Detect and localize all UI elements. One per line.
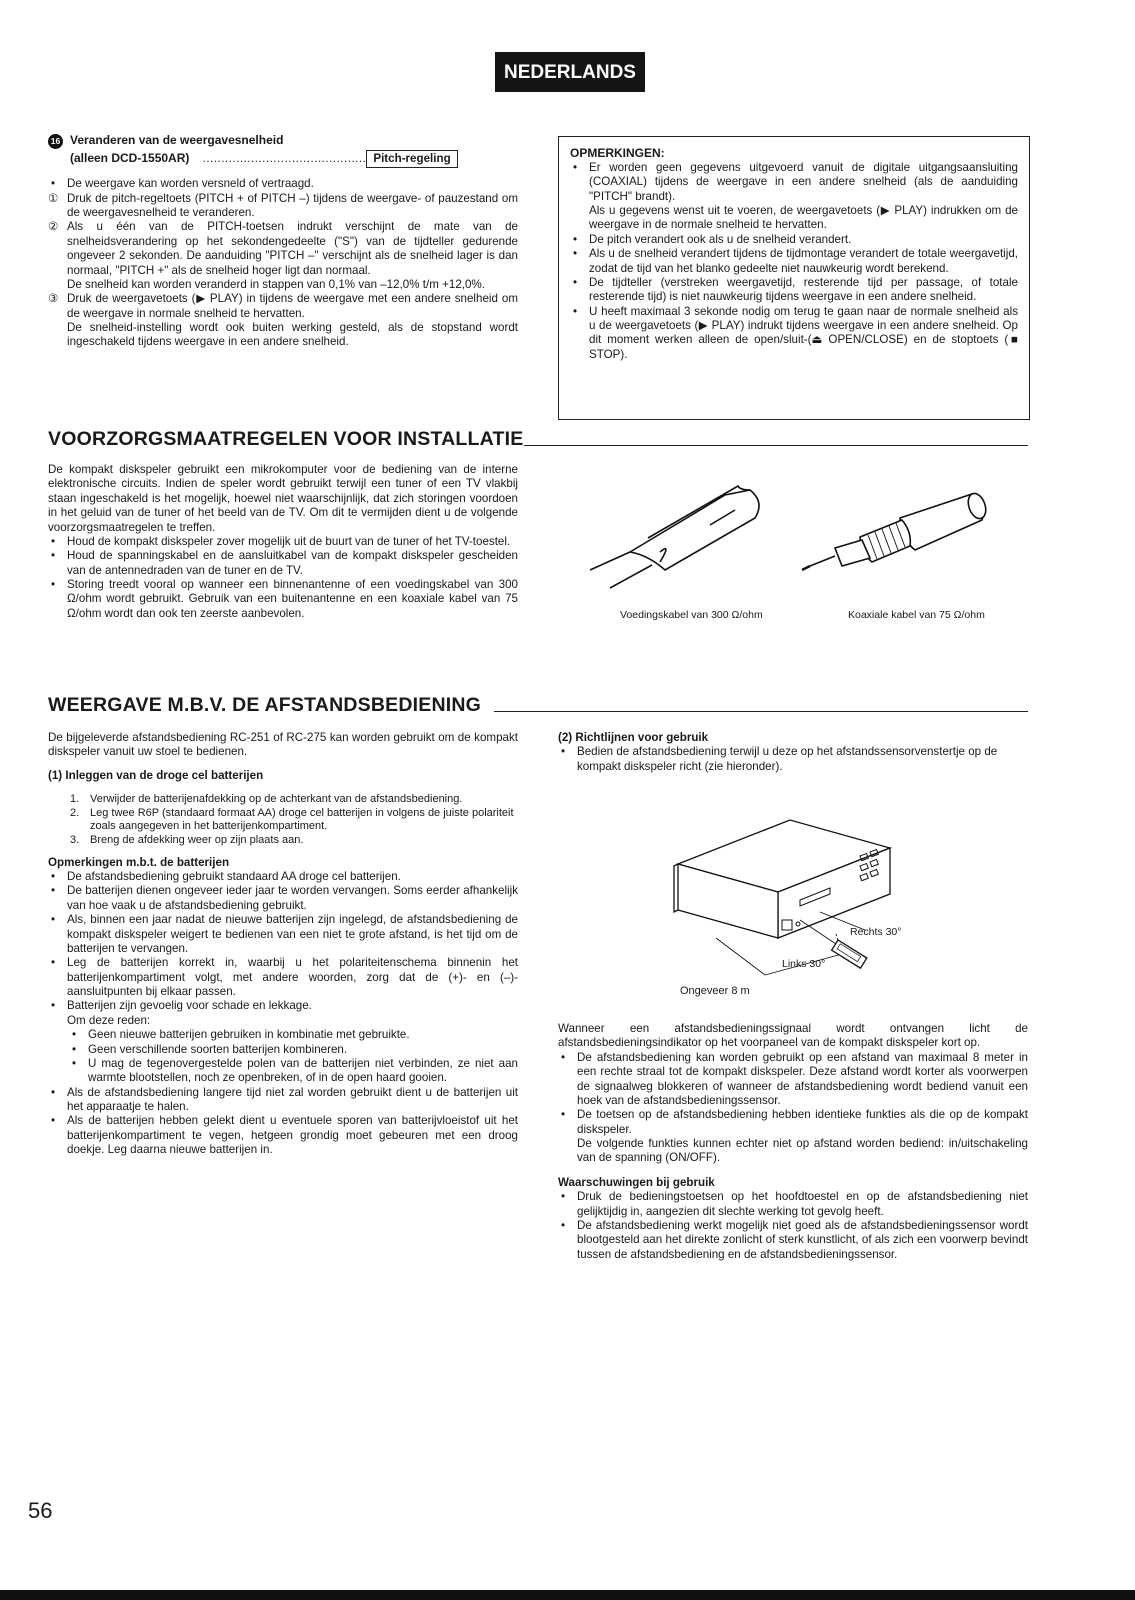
battery-note-7: • Als de batterijen hebben gelekt dient u eventuele sporen van batterijvloeistof uit het batterijenkompartiment te vegen, hetgeen grondig moet gebeuren met een droog doekje. Leg daarna nieuwe batterijen in. — [48, 1114, 518, 1157]
circled-1-icon: ① — [48, 191, 59, 205]
pitch-model: (alleen DCD-1550AR) — [70, 150, 190, 165]
usage-guideline-3: • De toetsen op de afstandsbediening hebben identieke funkties als die op de kompakt diskspeler. — [558, 1108, 1028, 1137]
pitch-step-1-text: Druk de pitch-regeltoets (PITCH + of PITCH –) tijdens de weergave- of pauzestand om de weergavesnelheid te veranderen. — [67, 191, 518, 219]
pitch-body — [48, 177, 518, 350]
note-2: • De pitch verandert ook als u de snelheid verandert. — [570, 233, 1018, 247]
pitch-title: Veranderen van de weergavesnelheid — [70, 133, 284, 147]
pitch-step-1 — [48, 192, 518, 221]
battery-subnote-1: • Geen nieuwe batterijen gebruiken in kombinatie met gebruikte. — [48, 1028, 518, 1042]
battery-note-1: • De afstandsbediening gebruikt standaard AA droge cel batterijen. — [48, 870, 518, 884]
battery-step-2-text: Leg twee R6P (standaard formaat AA) droge cel batterijen in volgens de juiste polariteit zoals aangegeven in het batterijenkompartiment. — [90, 806, 514, 833]
install-bullet-2: • Houd de spanningskabel en de aansluitkabel van de kompakt diskspeler gescheiden van de antennedraden van de tuner en de TV. — [48, 549, 518, 578]
usage-subheading: (2) Richtlijnen voor gebruik — [558, 731, 709, 744]
warnings-title: Waarschuwingen bij gebruik — [558, 1175, 715, 1189]
install-heading-rule — [524, 445, 1028, 446]
pitch-step-3 — [48, 292, 518, 321]
pitch-title-block — [48, 133, 518, 168]
remote-angle-diagram — [670, 808, 930, 1008]
circled-3-icon: ③ — [48, 292, 59, 306]
battery-step-3: 3. Breng de afdekking weer op zijn plaats aan. — [70, 834, 304, 846]
battery-note-5-reason: Om deze reden: — [67, 1013, 151, 1027]
note-3: • Als u de snelheid verandert tijdens de tijdmontage verandert de totale weergavetijd, zodat de tijd van het blanko gedeelte niet nauwkeurig wordt berekend. — [570, 247, 1018, 276]
battery-note-2: • De batterijen dienen ongeveer ieder jaar te worden vervangen. Soms eerder afhankelijk van hoe vaak u de afstandsbediening gebruikt. — [48, 884, 518, 913]
signal-received-text: Wanneer een afstandsbedieningssignaal wordt ontvangen licht de afstandsbedieningsindikator op het voorpaneel van de kompakt diskspeler kort op. — [558, 1022, 1028, 1050]
section-16-marker-icon: 16 — [48, 134, 63, 149]
leader-dots: ............................................ — [202, 151, 367, 165]
install-intro: De kompakt diskspeler gebruikt een mikrokomputer voor de bediening van de interne elektronische circuits. Indien de speler wordt gebruikt terwijl een tuner of een TV vlakbij staan ingeschakeld is het mogelijk, hoewel niet waarschijnlijk, dat zich storingen voordoen in het geluid van de tuner of het beeld van de TV. Om dit te vermijden dient u de volgende voorzorgsmaatregelen te treffen. — [48, 463, 518, 534]
battery-steps — [48, 793, 518, 848]
warning-2: • De afstandsbediening werkt mogelijk niet goed als de afstandsbedieningssensor wordt blootgesteld aan het direkte zonlicht of sterk kunstlicht, of als zich een voorwerp bevindt tussen de afstandsbediening en de afstandsbedieningssensor. — [558, 1219, 1028, 1262]
feeder-cable-caption: Voedingskabel van 300 Ω/ohm — [620, 609, 763, 621]
pitch-regeling-tag: Pitch-regeling — [366, 150, 457, 168]
usage-guideline-3-extra: De volgende funkties kunnen echter niet op afstand worden bediend: in/uitschakeling van de spanning (ON/OFF). — [577, 1137, 1028, 1165]
remote-left-column — [48, 731, 518, 1158]
pitch-step-2-extra: De snelheid kan worden veranderd in stappen van 0,1% van –12,0% t/m +12,0%. — [67, 277, 485, 291]
battery-step-3-text: Breng de afdekking weer op zijn plaats aan. — [90, 834, 304, 846]
battery-note-3: • Als, binnen een jaar nadat de nieuwe batterijen zijn ingelegd, de afstandsbediening de kompakt diskspeler weigert te bedienen van een niet te grote afstand, is het tijd om de batterijen te vervangen. — [48, 913, 518, 956]
pitch-step-2 — [48, 220, 518, 278]
diagram-distance-label: Ongeveer 8 m — [680, 985, 750, 997]
notes-title: OPMERKINGEN: — [570, 146, 665, 160]
remote-right-column-top — [558, 731, 1028, 774]
language-banner: NEDERLANDS — [495, 52, 645, 92]
pitch-step-3-extra: De snelheid-instelling wordt ook buiten werking gesteld, als de stopstand wordt ingeschakeld tijdens weergave in een andere snelheid. — [67, 321, 518, 349]
battery-subnote-2: • Geen verschillende soorten batterijen kombineren. — [48, 1043, 518, 1057]
install-bullet-1: • Houd de kompakt diskspeler zover mogelijk uit de buurt van de tuner of het TV-toestel. — [48, 535, 518, 549]
page-number: 56 — [28, 1498, 53, 1523]
note-1-extra: Als u gegevens wenst uit te voeren, de weergavetoets (▶ PLAY) indrukken om de weergave in de normale snelheid te hervatten. — [589, 204, 1018, 232]
diagram-right-30-label: Rechts 30° — [850, 926, 902, 938]
note-1: • Er worden geen gegevens uitgevoerd vanuit de digitale uitgangsaansluiting (COAXIAL) tijdens de weergave in een andere snelheid (als de aanduiding "PITCH" brandt). — [570, 161, 1018, 204]
install-body — [48, 463, 518, 621]
coax-cable-75-drawing — [802, 491, 989, 570]
remote-heading-rule — [494, 711, 1028, 712]
install-heading: VOORZORGSMAATREGELEN VOOR INSTALLATIE — [48, 428, 524, 450]
cable-illustration — [590, 480, 1010, 600]
pitch-step-2-text: Als u één van de PITCH-toetsen indrukt verschijnt de mate van de snelheidsverandering op het sekondengedeelte ("S") van de tijdteller gedurende ongeveer 2 sekonden. De aanduiding "PITCH –" verschijnt als de snelheid lager is dan normaal, "PITCH +" als de snelheid hoger ligt dan normaal. — [67, 220, 518, 277]
battery-notes-title: Opmerkingen m.b.t. de batterijen — [48, 855, 230, 869]
circled-2-icon: ② — [48, 220, 59, 234]
remote-control-icon — [832, 940, 867, 968]
pitch-subtitle-row — [70, 150, 518, 168]
battery-note-4: • Leg de batterijen korrekt in, waarbij u het polariteitenschema binnenin het batterijenkompartiment volgt, met andere woorden, zorg dat de (+)- en (–)-aansluitpunten bij elkaar passen. — [48, 956, 518, 999]
notes-content — [570, 146, 1018, 362]
pitch-step-3-text: Druk de weergavetoets (▶ PLAY) in tijdens de weergave met een andere snelheid om de weergave in normale snelheid te hervatten. — [67, 292, 518, 320]
pitch-bullet: • De weergave kan worden versneld of vertraagd. — [48, 177, 518, 191]
remote-right-column-bottom — [558, 1022, 1028, 1262]
usage-guideline-2: • De afstandsbediening kan worden gebruikt op een afstand van maximaal 8 meter in een rechte straal tot de kompakt diskspeler. Deze afstand wordt korter als voorwerpen de signaalweg blokkeren of wanneer de afstandsbediening wordt bediend vanuit een hoek van de afstandsbedieningssensor. — [558, 1051, 1028, 1109]
battery-step-2: 2. Leg twee R6P (standaard formaat AA) droge cel batterijen in volgens de juiste polariteit zoals aangegeven in het batterijenkompartiment. — [70, 806, 514, 833]
usage-guideline-1: • Bedien de afstandsbediening terwijl u deze op het afstandssensorvenstertje op de kompakt diskspeler richt (zie hieronder). — [558, 745, 1028, 774]
note-4: • De tijdteller (verstreken weergavetijd, resterende tijd per passage, of totale resterende tijd) is niet nauwkeurig tijdens weergave in een andere snelheid. — [570, 276, 1018, 305]
diagram-left-30-label: Links 30° — [782, 958, 826, 970]
warning-1: • Druk de bedieningstoetsen op het hoofdtoestel en op de afstandsbediening niet gelijktijdig in, aangezien dit slechte werking tot gevolg heeft. — [558, 1190, 1028, 1219]
note-5: • U heeft maximaal 3 sekonde nodig om terug te gaan naar de normale snelheid als u de weergavetoets (▶ PLAY) indrukt tijdens weergave in een andere snelheid. Op dit moment werken alleen de open/sluit-(⏏ OPEN/CLOSE) en de stoptoets (■ STOP). — [570, 305, 1018, 363]
coax-cable-caption: Koaxiale kabel van 75 Ω/ohm — [848, 609, 985, 621]
remote-heading: WEERGAVE M.B.V. DE AFSTANDSBEDIENING — [48, 694, 481, 716]
install-bullet-3: • Storing treedt vooral op wanneer een binnenantenne of een voedingskabel van 300 Ω/ohm wordt gebruikt. Gebruik van een buitenantenne en een koaxiale kabel van 75 Ω/ohm wordt dan ook ten zeerste aanbevolen. — [48, 578, 518, 621]
battery-step-1: 1. Verwijder de batterijenafdekking op de achterkant van de afstandsbediening. — [70, 793, 463, 806]
battery-note-5: • Batterijen zijn gevoelig voor schade en lekkage. — [48, 999, 518, 1013]
feeder-cable-300-drawing — [590, 486, 759, 588]
battery-subnote-3: • U mag de tegenovergestelde polen van de batterijen niet verbinden, ze niet aan warmte blootstellen, noch ze openbreken, of in de open haard gooien. — [48, 1057, 518, 1086]
batteries-subheading: (1) Inleggen van de droge cel batterijen — [48, 768, 264, 782]
pitch-section — [48, 133, 518, 350]
battery-note-6: • Als de afstandsbediening langere tijd niet zal worden gebruikt dient u de batterijen uit het apparaatje te halen. — [48, 1086, 518, 1115]
battery-step-1-text: Verwijder de batterijenafdekking op de achterkant van de afstandsbediening. — [90, 793, 463, 806]
bottom-scan-edge — [0, 1590, 1135, 1600]
remote-intro: De bijgeleverde afstandsbediening RC-251 of RC-275 kan worden gebruikt om de kompakt diskspeler vanuit uw stoel te bedienen. — [48, 731, 518, 759]
